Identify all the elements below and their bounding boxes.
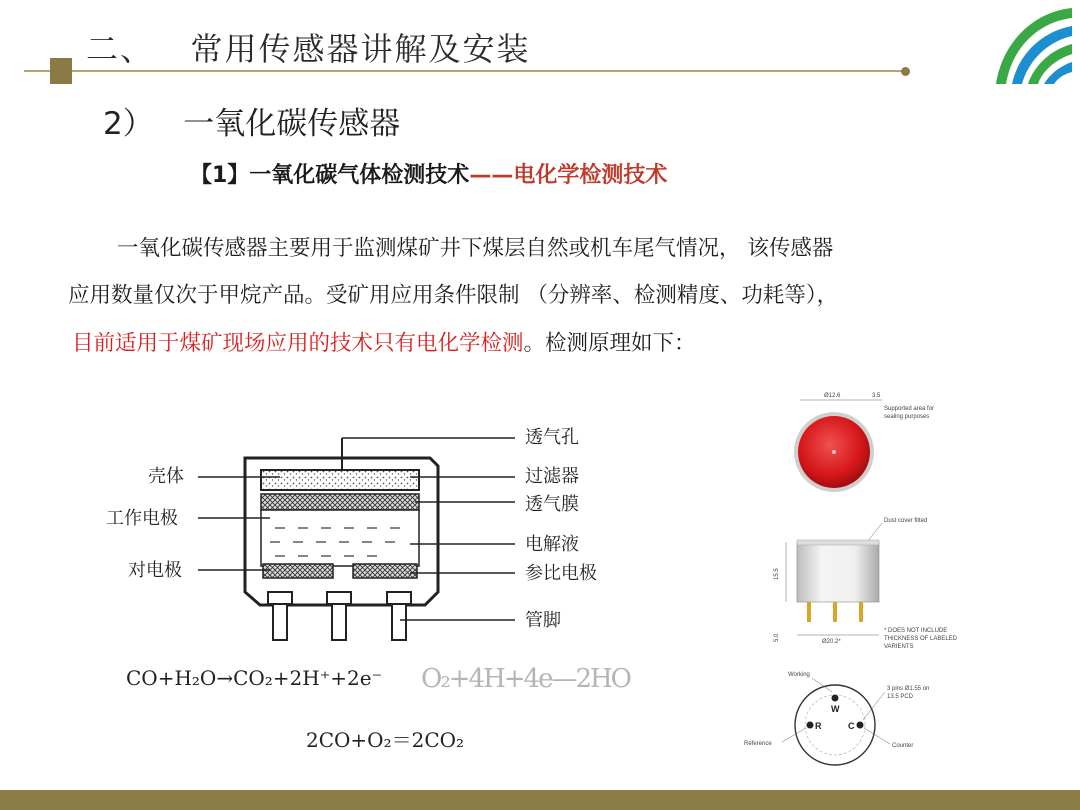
electrolyte-chamber — [261, 510, 419, 566]
label-working: Working — [788, 672, 810, 678]
pin-w: W — [831, 704, 840, 714]
body-line-3-rest: 。检测原理如下： — [523, 331, 696, 356]
pin-c: C — [848, 721, 855, 731]
title-accent-square — [50, 58, 72, 84]
dim-top: Ø12.6 — [824, 393, 841, 399]
body-line-3-highlight: 目前适用于煤矿现场应用的技术只有电化学检测 — [72, 331, 524, 356]
body-line-2: 应用数量仅次于甲烷产品。受矿用应用条件限制 （分辨率、检测精度、功耗等）， — [68, 283, 839, 308]
section-heading-prefix: 【1】一氧化碳气体检测技术 — [190, 163, 470, 188]
label-working-electrode: 工作电极 — [106, 508, 178, 529]
label-pins: 管脚 — [525, 610, 561, 631]
note-star-3: VARIENTS — [884, 644, 914, 650]
membrane-layer — [261, 494, 419, 510]
title-accent-dot — [901, 67, 910, 76]
label-reference: Reference — [744, 741, 772, 747]
note-star-1: * DOES NOT INCLUDE — [884, 628, 948, 634]
counter-electrode — [263, 564, 333, 578]
footer-bar — [0, 790, 1080, 810]
equation-overall: 2CO+O₂＝2CO₂ — [306, 728, 465, 752]
note-dust: Dust cover fitted — [884, 518, 928, 524]
note-pins-2: 13.5 PCD — [887, 694, 914, 700]
label-counter-electrode: 对电极 — [128, 560, 182, 581]
sensor-side-body — [797, 542, 879, 602]
note-star-2: THICKNESS OF LABELED — [884, 636, 958, 642]
dim-base: Ø20.2* — [822, 639, 841, 645]
section-heading-dash: —— — [469, 163, 514, 188]
dim-height: 15.5 — [774, 568, 780, 580]
title-divider — [24, 70, 904, 72]
label-housing: 壳体 — [148, 466, 184, 487]
label-counter: Counter — [892, 743, 914, 749]
note-top-2: sealing purposes — [884, 414, 930, 420]
label-vent-hole: 透气孔 — [525, 427, 579, 448]
note-pins-1: 3 pins Ø1.55 on — [887, 686, 930, 692]
reference-electrode — [353, 564, 417, 578]
sensor-structure-diagram — [70, 410, 630, 660]
label-membrane: 透气膜 — [525, 494, 579, 515]
slide-title: 二、 常用传感器讲解及安装 — [86, 30, 531, 68]
company-logo — [992, 4, 1076, 88]
section-heading — [190, 158, 667, 189]
filter-layer — [261, 470, 419, 490]
pin-r: R — [815, 721, 822, 731]
side-pins — [807, 602, 863, 622]
sensor-technical-drawing — [742, 380, 972, 780]
body-line-3 — [72, 326, 696, 357]
dim-side: 3.5 — [872, 393, 881, 399]
dim-pin: 5.0 — [774, 633, 780, 642]
subtitle: 2） 一氧化碳传感器 — [103, 106, 401, 142]
section-heading-suffix: 电化学检测技术 — [513, 163, 668, 188]
label-reference-electrode: 参比电极 — [525, 563, 597, 584]
body-line-1: 一氧化碳传感器主要用于监测煤矿井下煤层自然或机车尾气情况， 该传感器 — [117, 236, 834, 261]
equation-anode: CO+H₂O→CO₂+2H⁺+2e⁻ — [126, 666, 383, 690]
label-filter: 过滤器 — [525, 466, 579, 487]
equation-cathode: O₂+4H+4e—2HO — [421, 664, 630, 694]
note-top-1: Supported area for — [884, 406, 935, 412]
label-electrolyte: 电解液 — [525, 534, 579, 555]
